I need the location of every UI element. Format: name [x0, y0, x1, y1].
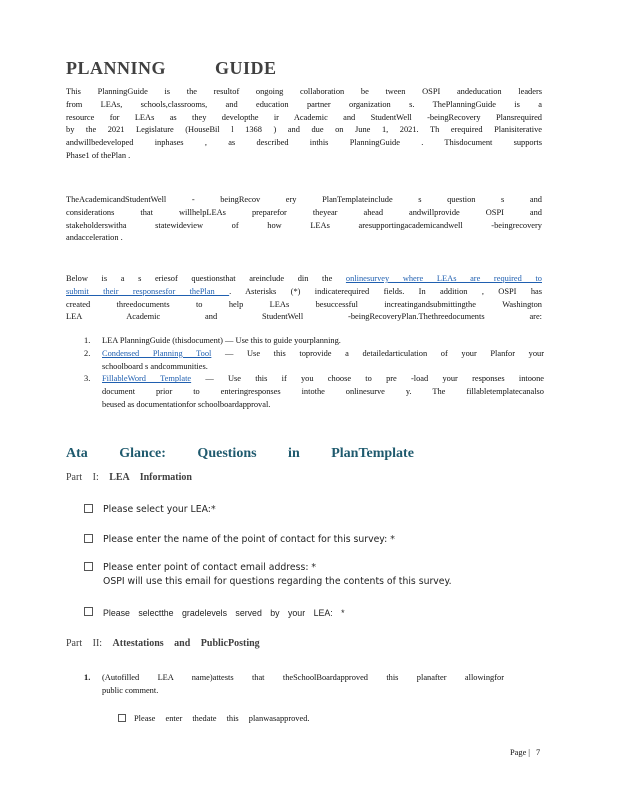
part-title: LEA Information — [109, 472, 192, 483]
page-title: PLANNING GUIDE — [66, 58, 277, 78]
attestation-body — [84, 672, 504, 698]
online-survey-link[interactable]: onlinesurvey where LEAs are required to — [345, 274, 542, 283]
list-number: 3. — [84, 374, 91, 384]
checkbox-icon — [84, 504, 93, 513]
question-item — [84, 606, 345, 620]
question-text: Please select your LEA:* — [103, 504, 216, 515]
list-item — [84, 348, 544, 374]
part-title: Attestations and PublicPosting — [112, 638, 260, 649]
paragraph-line — [66, 286, 542, 299]
list-number: 1. — [84, 673, 91, 682]
part-label: Part I: — [66, 472, 99, 483]
question-text-block — [103, 561, 452, 589]
part-label: Part II: — [66, 638, 103, 649]
part2-heading — [66, 638, 260, 649]
part1-heading — [66, 472, 192, 483]
attestation-item — [84, 672, 504, 698]
checkbox-icon — [84, 607, 93, 616]
question-item — [84, 533, 395, 547]
paragraph-line: andacceleration . — [66, 233, 123, 243]
question-item — [84, 503, 216, 517]
documents-list — [84, 335, 544, 412]
paragraph-text: . Asterisks (*) indicaterequired fields. In addition , OSPI has — [229, 286, 542, 296]
checkbox-icon — [84, 534, 93, 543]
attestation-text: (Autofilled LEA name)attests that theSchoolBoardapproved this planafter allowingfor — [102, 673, 504, 682]
paragraph-line: andwillbedeveloped inphases , as described inthis PlanningGuide . Thisdocument supports — [66, 138, 542, 148]
paragraph-line: stakeholderswitha statewideview of how LEAs aresupportingacademicandwell -beingrecovery — [66, 220, 542, 230]
template-paragraph — [66, 194, 542, 245]
list-text: LEA PlanningGuide (thisdocument) — Use this to guide yourplanning. — [102, 336, 341, 345]
paragraph-line: TheAcademicandStudentWell - beingRecov ery PlanTemplateinclude s question s and — [66, 195, 542, 204]
paragraph-text: Below is a s eriesof questionsthat areinclude din the — [66, 274, 346, 283]
list-number: 1. — [84, 336, 91, 345]
list-text-part: — Use this if you choose to pre -load your responses intoone — [191, 374, 544, 384]
paragraph-line — [66, 273, 542, 286]
footer-separator: | — [528, 748, 530, 757]
checkbox-icon — [118, 714, 126, 722]
list-text: beused as documentationfor schoolboardapproval. — [102, 399, 271, 409]
page-number: 7 — [535, 748, 541, 757]
survey-paragraph — [66, 273, 542, 324]
question-text: Please enter point of contact email address: * — [103, 562, 317, 573]
at-a-glance-heading: Ata Glance: Questions in PlanTemplate — [66, 446, 414, 461]
paragraph-line: resource for LEAs as they developthe ir Academic and StudentWell -beingRecovery Plansrequired — [66, 112, 542, 122]
condensed-planning-tool-link[interactable]: Condensed Planning Tool — [102, 348, 212, 358]
list-text: schoolboard s andcommunities. — [102, 361, 208, 371]
paragraph-line: Phase1 of thePlan . — [66, 150, 131, 160]
paragraph-line: created threedocuments to help LEAs besuccessful increatingandsubmittingthe Washington — [66, 299, 542, 309]
paragraph-line: from LEAs, schools,classrooms, and education partner organization s. ThePlanningGuide is a — [66, 99, 542, 109]
list-text-part: — Use this toprovide a detailedarticulation of your Planfor your — [211, 348, 545, 358]
question-text: Please enter the name of the point of contact for this survey: * — [103, 534, 395, 545]
paragraph-line: LEA Academic and StudentWell -beingRecoveryPlan.Thethreedocuments are: — [66, 312, 542, 322]
list-text — [102, 348, 544, 361]
question-text: Please selectthe gradelevels served by your LEA: * — [103, 608, 345, 618]
online-survey-link-cont[interactable]: submit their responsesfor thePlan — [66, 286, 230, 296]
paragraph-line: considerations that willhelpLEAs preparefor theyear ahead andwillprovide OSPI and — [66, 207, 542, 217]
sub-question — [118, 714, 310, 723]
question-help-text: OSPI will use this email for questions regarding the contents of this survey. — [103, 576, 452, 587]
question-text: Please enter thedate this planwasapproved. — [134, 714, 310, 723]
list-text: document prior to enteringresponses intothe onlinesurve y. The fillabletemplatecanalso — [102, 387, 544, 397]
paragraph-line: This PlanningGuide is the resultof ongoing collaboration be tween OSPI andeducation leaders — [66, 87, 542, 96]
fillable-word-template-link[interactable]: FillableWord Template — [102, 374, 192, 384]
attestation-text: public comment. — [102, 685, 159, 695]
page-footer — [510, 748, 540, 757]
page-label: Page — [510, 748, 527, 757]
checkbox-icon — [84, 562, 93, 571]
list-item — [84, 335, 544, 348]
intro-paragraph — [66, 86, 542, 163]
question-item — [84, 561, 452, 589]
list-number: 2. — [84, 348, 91, 358]
list-item — [84, 373, 544, 411]
list-text — [102, 373, 544, 386]
paragraph-line: by the 2021 Legislature (HouseBil l 1368 ) and due on June 1, 2021. Th erequired Planisiterative — [66, 125, 542, 135]
